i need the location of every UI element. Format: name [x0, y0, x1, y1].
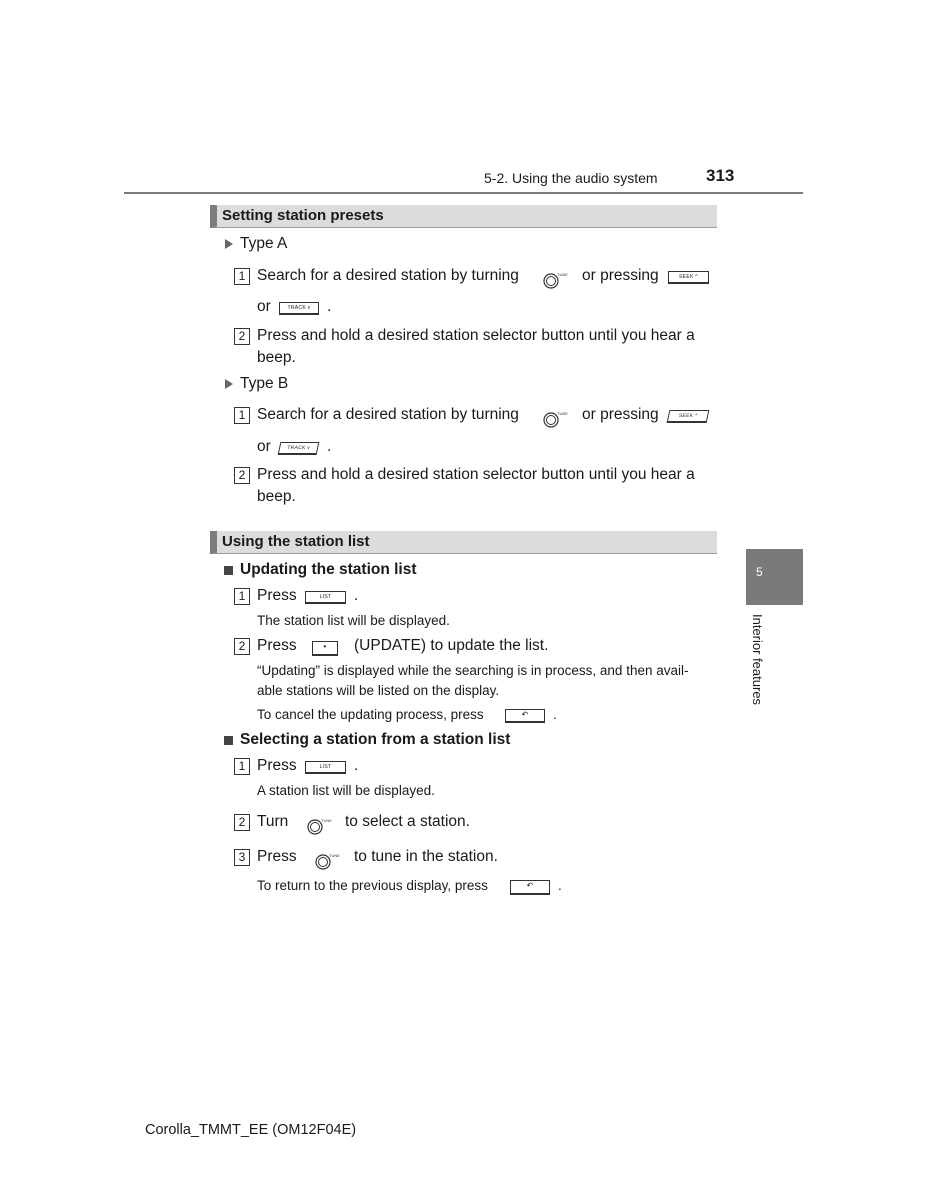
svg-text:TUNE: TUNE [557, 411, 568, 416]
chapter-tab [746, 549, 803, 605]
step-text: to select a station. [345, 813, 470, 830]
tune-knob-icon [543, 272, 568, 288]
seek-button-icon: SEEK ^ [667, 410, 710, 423]
section-heading-presets [210, 205, 717, 228]
track-button-icon: TRACK v [278, 442, 320, 455]
step-text: Press and hold a desired station selector button until you hear a [257, 327, 695, 344]
update-button-icon: • [312, 641, 338, 656]
footer-text: Corolla_TMMT_EE (OM12F04E) [145, 1122, 357, 1138]
bullet-triangle-icon [225, 239, 233, 249]
section-heading-text: Setting station presets [222, 207, 384, 224]
note-text: . [553, 707, 557, 722]
step-text: or [257, 438, 271, 455]
step-number: 2 [234, 467, 250, 484]
bullet-triangle-icon [225, 379, 233, 389]
tune-knob-icon [307, 818, 332, 834]
note-text: able stations will be listed on the display. [257, 683, 500, 698]
step-text: (UPDATE) to update the list. [354, 637, 549, 654]
track-button-icon: TRACK v [279, 302, 319, 315]
header-divider [124, 192, 803, 194]
step-text: Search for a desired station by turning [257, 406, 519, 423]
note-text: “Updating” is displayed while the searching is in process, and then avail- [257, 663, 689, 678]
note-text: To return to the previous display, press [257, 878, 488, 893]
step-text: Press [257, 757, 297, 774]
svg-text:TUNE: TUNE [557, 272, 568, 277]
chapter-label: Interior features [750, 614, 765, 706]
type-a-label: Type A [240, 235, 288, 252]
step-number: 1 [234, 758, 250, 775]
step-number: 2 [234, 638, 250, 655]
step-text: or [257, 298, 271, 315]
step-number: 1 [234, 588, 250, 605]
bullet-square-icon [224, 566, 233, 575]
subheading: Updating the station list [240, 561, 417, 578]
note-text: The station list will be displayed. [257, 613, 450, 628]
step-text: . [327, 298, 332, 315]
step-number: 2 [234, 328, 250, 345]
step-text: Press [257, 587, 297, 604]
step-text: Press [257, 637, 297, 654]
svg-text:TUNE: TUNE [329, 853, 340, 858]
note-text: A station list will be displayed. [257, 783, 435, 798]
tune-knob-icon [543, 411, 568, 427]
bullet-square-icon [224, 736, 233, 745]
section-heading-station-list [210, 531, 717, 554]
note-text: To cancel the updating process, press [257, 707, 484, 722]
step-number: 2 [234, 814, 250, 831]
seek-button-icon: SEEK ^ [668, 271, 709, 284]
chapter-number: 5 [756, 565, 763, 579]
back-button-icon: ↶ [505, 709, 545, 723]
step-text: Turn [257, 813, 289, 830]
section-title: 5-2. Using the audio system [484, 170, 658, 186]
svg-text:TUNE: TUNE [321, 818, 332, 823]
subheading: Selecting a station from a station list [240, 731, 511, 748]
step-text: to tune in the station. [354, 848, 498, 865]
step-number: 3 [234, 849, 250, 866]
step-text: or pressing [582, 406, 659, 423]
section-heading-text: Using the station list [222, 533, 370, 550]
type-b-label: Type B [240, 375, 289, 392]
step-text: or pressing [582, 267, 659, 284]
list-button-icon: LIST [305, 591, 346, 604]
note-text: . [558, 878, 562, 893]
step-text: Press and hold a desired station selector button until you hear a [257, 466, 695, 483]
list-button-icon: LIST [305, 761, 346, 774]
tune-knob-icon [315, 853, 340, 869]
step-number: 1 [234, 268, 250, 285]
step-text: Press [257, 848, 297, 865]
page-number: 313 [706, 166, 735, 185]
step-text: . [354, 757, 359, 774]
step-number: 1 [234, 407, 250, 424]
step-text: Search for a desired station by turning [257, 267, 519, 284]
step-text: beep. [257, 488, 296, 505]
step-text: . [327, 438, 332, 455]
step-text: beep. [257, 349, 296, 366]
back-button-icon: ↶ [510, 880, 550, 895]
step-text: . [354, 587, 359, 604]
